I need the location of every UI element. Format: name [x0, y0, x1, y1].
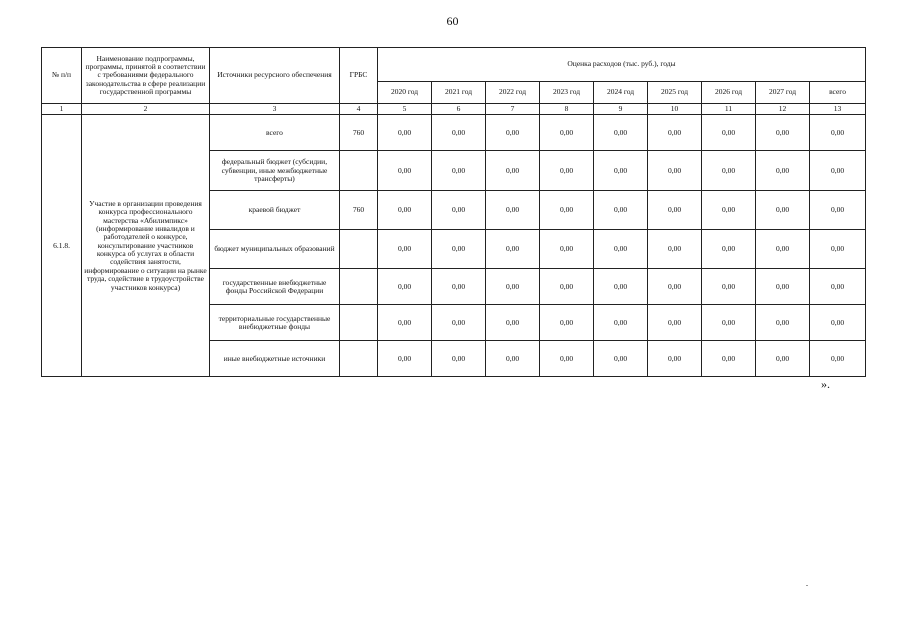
value-cell: 0,00 [648, 230, 702, 269]
value-cell: 0,00 [756, 269, 810, 305]
column-number: 3 [210, 104, 340, 115]
source-cell: иные внебюджетные источники [210, 341, 340, 377]
value-cell: 0,00 [756, 151, 810, 191]
header-estimate: Оценка расходов (тыс. руб.), годы [378, 48, 866, 82]
value-cell: 0,00 [594, 151, 648, 191]
column-number: 11 [702, 104, 756, 115]
value-cell: 0,00 [486, 191, 540, 230]
total-cell: 0,00 [810, 269, 866, 305]
value-cell: 0,00 [540, 230, 594, 269]
value-cell: 0,00 [540, 151, 594, 191]
header-name: Наименование подпрограммы, программы, принятой в соответствии с требованиями федерального законодательства в сфере реализации государственной программы [82, 48, 210, 104]
value-cell: 0,00 [432, 191, 486, 230]
scan-speck [806, 585, 808, 586]
total-cell: 0,00 [810, 230, 866, 269]
value-cell: 0,00 [594, 230, 648, 269]
column-number: 7 [486, 104, 540, 115]
grbs-cell [340, 230, 378, 269]
column-number: 9 [594, 104, 648, 115]
value-cell: 0,00 [540, 305, 594, 341]
header-year: 2024 год [594, 82, 648, 104]
value-cell: 0,00 [594, 305, 648, 341]
value-cell: 0,00 [432, 230, 486, 269]
value-cell: 0,00 [648, 151, 702, 191]
value-cell: 0,00 [702, 230, 756, 269]
value-cell: 0,00 [702, 115, 756, 151]
header-year: 2020 год [378, 82, 432, 104]
source-cell: краевой бюджет [210, 191, 340, 230]
column-number: 8 [540, 104, 594, 115]
header-year: 2022 год [486, 82, 540, 104]
value-cell: 0,00 [432, 151, 486, 191]
header-year: 2023 год [540, 82, 594, 104]
header-total: всего [810, 82, 866, 104]
column-numbers-row [42, 104, 866, 115]
column-number: 6 [432, 104, 486, 115]
value-cell: 0,00 [432, 305, 486, 341]
value-cell: 0,00 [594, 269, 648, 305]
value-cell: 0,00 [486, 341, 540, 377]
value-cell: 0,00 [540, 191, 594, 230]
value-cell: 0,00 [702, 341, 756, 377]
value-cell: 0,00 [378, 341, 432, 377]
value-cell: 0,00 [594, 341, 648, 377]
header-sources: Источники ресурсного обеспечения [210, 48, 340, 104]
value-cell: 0,00 [432, 341, 486, 377]
value-cell: 0,00 [432, 269, 486, 305]
column-number: 13 [810, 104, 866, 115]
header-grbs: ГРБС [340, 48, 378, 104]
value-cell: 0,00 [756, 230, 810, 269]
value-cell: 0,00 [702, 305, 756, 341]
value-cell: 0,00 [540, 269, 594, 305]
grbs-cell [340, 305, 378, 341]
value-cell: 0,00 [378, 115, 432, 151]
grbs-cell: 760 [340, 115, 378, 151]
header-row [42, 48, 866, 82]
column-number: 12 [756, 104, 810, 115]
total-cell: 0,00 [810, 115, 866, 151]
table-row [42, 115, 866, 151]
column-number: 4 [340, 104, 378, 115]
value-cell: 0,00 [540, 341, 594, 377]
value-cell: 0,00 [756, 191, 810, 230]
value-cell: 0,00 [648, 269, 702, 305]
source-cell: федеральный бюджет (субсидии, субвенции, иные межбюджетные трансферты) [210, 151, 340, 191]
total-cell: 0,00 [810, 341, 866, 377]
total-cell: 0,00 [810, 151, 866, 191]
column-number: 1 [42, 104, 82, 115]
column-number: 10 [648, 104, 702, 115]
source-cell: государственные внебюджетные фонды Российской Федерации [210, 269, 340, 305]
value-cell: 0,00 [378, 230, 432, 269]
value-cell: 0,00 [486, 305, 540, 341]
header-year: 2021 год [432, 82, 486, 104]
header-year: 2027 год [756, 82, 810, 104]
value-cell: 0,00 [648, 305, 702, 341]
value-cell: 0,00 [486, 115, 540, 151]
value-cell: 0,00 [702, 191, 756, 230]
grbs-cell [340, 269, 378, 305]
closing-quote-mark: ». [821, 377, 830, 391]
value-cell: 0,00 [378, 269, 432, 305]
value-cell: 0,00 [756, 115, 810, 151]
value-cell: 0,00 [432, 115, 486, 151]
value-cell: 0,00 [378, 191, 432, 230]
value-cell: 0,00 [594, 191, 648, 230]
grbs-cell [340, 341, 378, 377]
value-cell: 0,00 [540, 115, 594, 151]
source-cell: бюджет муниципальных образований [210, 230, 340, 269]
value-cell: 0,00 [594, 115, 648, 151]
value-cell: 0,00 [486, 230, 540, 269]
value-cell: 0,00 [378, 305, 432, 341]
column-number: 2 [82, 104, 210, 115]
value-cell: 0,00 [486, 151, 540, 191]
header-num: № п/п [42, 48, 82, 104]
page-number: 60 [446, 14, 459, 28]
value-cell: 0,00 [756, 305, 810, 341]
value-cell: 0,00 [702, 269, 756, 305]
total-cell: 0,00 [810, 191, 866, 230]
grbs-cell [340, 151, 378, 191]
source-cell: всего [210, 115, 340, 151]
header-year: 2026 год [702, 82, 756, 104]
value-cell: 0,00 [756, 341, 810, 377]
value-cell: 0,00 [648, 115, 702, 151]
total-cell: 0,00 [810, 305, 866, 341]
value-cell: 0,00 [378, 151, 432, 191]
budget-table [41, 47, 866, 377]
grbs-cell: 760 [340, 191, 378, 230]
source-cell: территориальные государственные внебюджетные фонды [210, 305, 340, 341]
header-year: 2025 год [648, 82, 702, 104]
value-cell: 0,00 [486, 269, 540, 305]
value-cell: 0,00 [648, 191, 702, 230]
column-number: 5 [378, 104, 432, 115]
value-cell: 0,00 [648, 341, 702, 377]
item-name: Участие в организации проведения конкурса профессионального мастерства «Абилимпикс» (информирование инвалидов и работодателей о конкурсе, консультирование участников конкурса об услугах в области содействия занятости, информирование о ситуации на рынке труда, содействие в трудоустройстве участников конкурса) [82, 115, 210, 377]
item-code: 6.1.8. [42, 115, 82, 377]
value-cell: 0,00 [702, 151, 756, 191]
